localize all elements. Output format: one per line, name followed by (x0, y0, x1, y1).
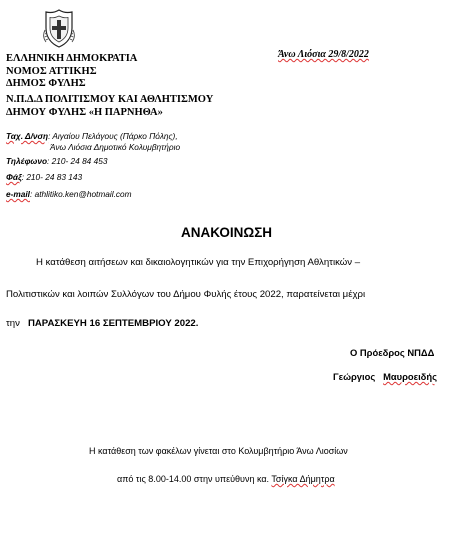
address-value: : Αιγαίου Πελάγους (Πάρκο Πόλης), (48, 131, 178, 141)
header-line: ΔΗΜΟΣ ΦΥΛΗΣ (6, 78, 86, 89)
announcement-title: ΑΝΑΚΟΙΝΩΣΗ (181, 225, 273, 240)
signature-first-name: Γεώργιος (333, 371, 376, 382)
address-label: Ταχ. Δ/νση (6, 131, 49, 141)
email-label: e-mail (6, 189, 30, 199)
announcement-line-1: Η κατάθεση αιτήσεων και δικαιολογητικών για την Επιχορήγηση Αθλητικών – (36, 257, 361, 268)
address-line (6, 131, 178, 141)
header-line: Ν.Π.Δ.Δ ΠΟΛΙΤΙΣΜΟΥ ΚΑΙ ΑΘΛΗΤΙΣΜΟΥ (6, 94, 214, 105)
address-line-2: Άνω Λιόσια Δημοτικό Κολυμβητήριο (50, 142, 181, 152)
announcement-line-3 (6, 318, 198, 329)
email-value: : athlitiko.ken@hotmail.com (29, 189, 132, 199)
signature-last-name: Μαυροειδής (383, 371, 437, 382)
fax-line (6, 172, 82, 182)
signature-role: Ο Πρόεδρος ΝΠΔΔ (350, 347, 435, 358)
note-person: Τσίγκα Δήμητρα (271, 474, 335, 484)
phone-value: : 210- 24 84 453 (47, 156, 108, 166)
note-line-1: Η κατάθεση των φακέλων γίνεται στο Κολυμβητήριο Άνω Λιοσίων (89, 446, 348, 456)
note-time: από τις 8.00-14.00 στην υπεύθυνη κα. (117, 474, 272, 484)
place-date: Άνω Λιόσια 29/8/2022 (278, 49, 369, 60)
header-line: ΝΟΜΟΣ ΑΤΤΙΚΗΣ (6, 65, 97, 77)
phone-line (6, 156, 107, 166)
header-line: ΔΗΜΟΥ ΦΥΛΗΣ «Η ΠΑΡΝΗΘΑ» (6, 106, 163, 118)
deadline-prefix: την (6, 318, 20, 329)
note-line-2 (117, 474, 335, 484)
header-line: ΕΛΛΗΝΙΚΗ ΔΗΜΟΚΡΑΤΙΑ (6, 53, 138, 64)
fax-label: Φάξ (6, 172, 22, 182)
signature-name (333, 371, 437, 382)
greek-coat-of-arms-icon (42, 8, 76, 48)
email-line (6, 189, 132, 199)
deadline: ΠΑΡΑΣΚΕΥΗ 16 ΣΕΠΤΕΜΒΡΙΟΥ 2022. (27, 318, 199, 329)
phone-label: Τηλέφωνο (6, 156, 48, 166)
fax-value: : 210- 24 83 143 (21, 172, 83, 182)
announcement-line-2: Πολιτιστικών και λοιπών Συλλόγων του Δήμου Φυλής έτους 2022, παρατείνεται μέχρι (6, 289, 366, 300)
